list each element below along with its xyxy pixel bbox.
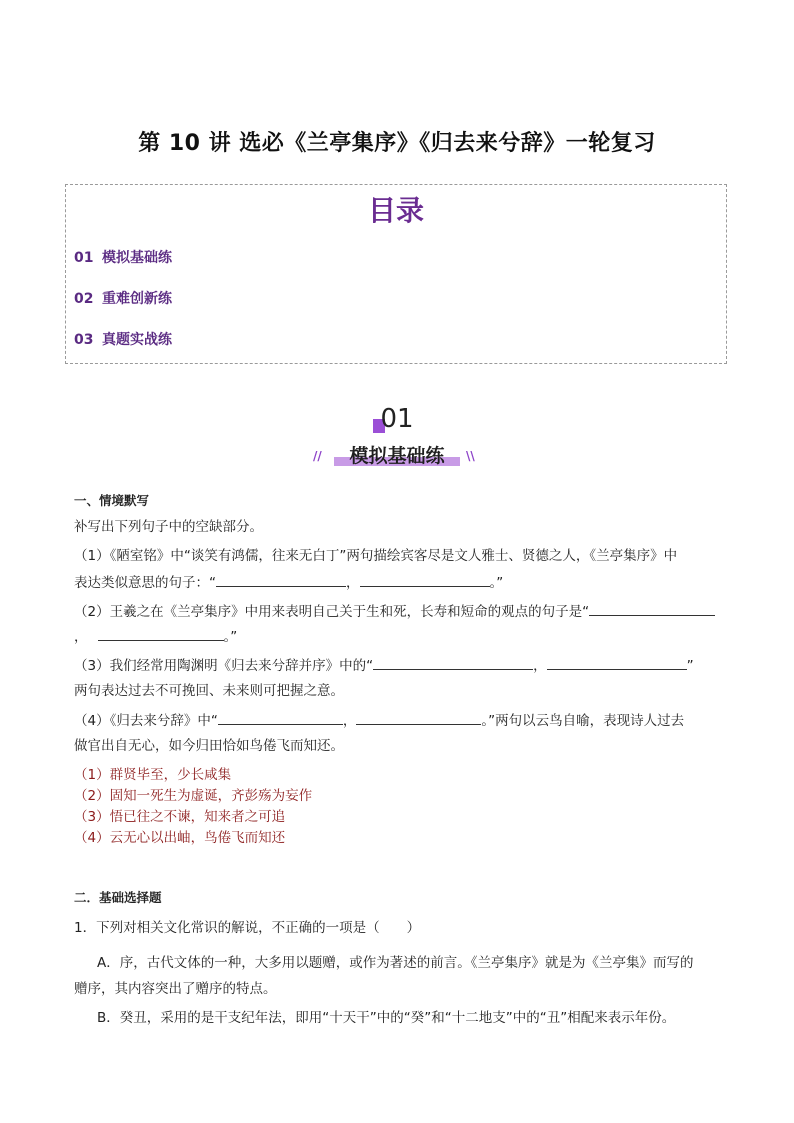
toc-item-label: 真题实战练 [102, 332, 172, 348]
part1-heading: 一、情境默写 [74, 493, 150, 508]
toc-item-number: 02 [74, 291, 94, 307]
answer-blank[interactable] [98, 626, 224, 641]
text-segment: ” [686, 658, 694, 674]
text-segment: （3）我们经常用陶渊明《归去来兮辞并序》中的“ [74, 658, 374, 674]
answer-blank[interactable] [216, 572, 346, 587]
question-2-line-1 [74, 601, 715, 622]
toc-item-02[interactable] [74, 288, 172, 308]
toc-item-01[interactable] [74, 247, 172, 267]
part2-heading: 二．基础选择题 [74, 890, 162, 905]
text-segment: 表达类似意思的句子：“ [74, 575, 216, 591]
text-segment: 。” [223, 629, 238, 645]
question-4-line-2: 做官出自无心，如今归田恰如鸟倦飞而知还。 [74, 738, 344, 754]
option-b: B．癸丑，采用的是干支纪年法，即用“十天干”中的“癸”和“十二地支”中的“丑”相配来表示年份。 [97, 1010, 676, 1026]
toc-item-label: 重难创新练 [102, 291, 172, 307]
toc-item-number: 03 [74, 332, 94, 348]
text-segment: ， [342, 713, 357, 729]
text-segment: ， [533, 658, 547, 674]
section-number: 01 [380, 404, 414, 434]
answer-blank[interactable] [356, 710, 481, 725]
text-segment: （2）王羲之在《兰亭集序》中用来表明自己关于生和死，长寿和短命的观点的句子是“ [74, 604, 590, 620]
page-title: 第 10 讲 选必《兰亭集序》《归去来兮辞》一轮复习 [138, 131, 656, 156]
section-title: 模拟基础练 [349, 445, 445, 467]
text-segment: 。”两句以云鸟自喻，表现诗人过去 [481, 713, 685, 729]
answer-3: （3）悟已往之不谏，知来者之可追 [74, 809, 286, 825]
option-a-line-1: A．序，古代文体的一种，大多用以题赠，或作为著述的前言。《兰亭集序》就是为《兰亭集》而写的 [97, 955, 694, 971]
toc-item-label: 模拟基础练 [102, 250, 172, 266]
question-3-line-1 [74, 655, 694, 676]
option-a-line-2: 赠序，其内容突出了赠序的特点。 [74, 981, 277, 997]
answer-blank[interactable] [373, 655, 533, 670]
text-segment: （4）《归去来兮辞》中“ [74, 713, 218, 729]
question-1-line-1: （1）《陋室铭》中“谈笑有鸿儒，往来无白丁”两句描绘宾客尽是文人雅士、贤德之人，《兰亭集序》中 [74, 548, 678, 564]
question-1-line-2 [74, 572, 503, 593]
answer-blank[interactable] [547, 655, 687, 670]
text-segment: 。” [489, 575, 504, 591]
left-slash-decoration: // [313, 449, 322, 463]
table-of-contents [65, 184, 727, 364]
toc-item-number: 01 [74, 250, 94, 266]
answer-blank[interactable] [218, 710, 343, 725]
toc-heading: 目录 [367, 194, 424, 227]
answer-1: （1）群贤毕至，少长咸集 [74, 767, 232, 783]
answer-4: （4）云无心以出岫，鸟倦飞而知还 [74, 830, 286, 846]
question-2-line-2 [74, 626, 237, 647]
text-segment: ， [74, 629, 88, 645]
answer-blank[interactable] [589, 601, 715, 616]
answer-blank[interactable] [360, 572, 490, 587]
text-segment: ， [346, 575, 360, 591]
toc-item-03[interactable] [74, 329, 172, 349]
part1-instruction: 补写出下列句子中的空缺部分。 [74, 519, 263, 535]
answer-2: （2）固知一死生为虚诞，齐彭殇为妄作 [74, 788, 313, 804]
section-banner [0, 440, 794, 470]
choice-question-1: 1．下列对相关文化常识的解说，不正确的一项是（ ） [74, 920, 421, 936]
right-slash-decoration: \\ [466, 449, 475, 463]
question-4-line-1 [74, 710, 684, 731]
question-3-line-2: 两句表达过去不可挽回、未来则可把握之意。 [74, 683, 344, 699]
